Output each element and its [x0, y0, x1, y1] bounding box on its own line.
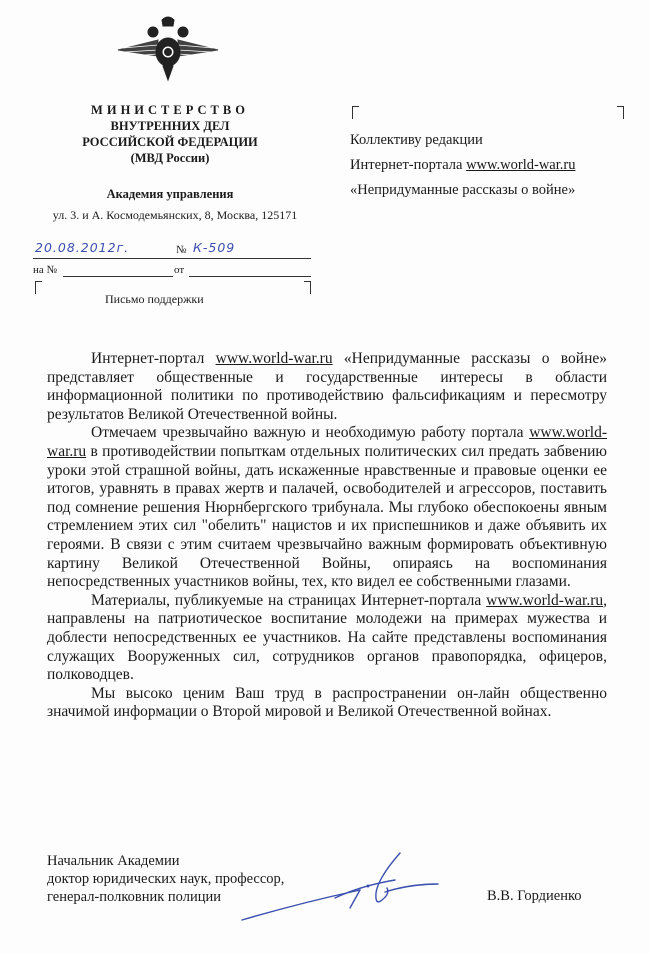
recipient-line-3: «Непридуманные рассказы о войне»	[350, 182, 576, 198]
paragraph-4: Мы высоко ценим Ваш труд в распространении он-лайн общественно значимой информации о Второй мировой и Великой Отечественной войнах.	[47, 684, 607, 721]
signatory-title-1: Начальник Академии	[47, 853, 180, 869]
paragraph-1	[47, 350, 607, 424]
academy-name: Академия управления	[106, 187, 234, 201]
recipient-line-1: Коллективу редакции	[350, 132, 483, 148]
p1-prefix: Интернет-портал	[91, 350, 216, 367]
recipient-block	[350, 128, 575, 203]
bracket-top-left	[35, 281, 42, 294]
p1-text: «Непридуманные рассказы о войне» представляет общественные и государственные интересы в области информационной политики по противодействию фальсификациям и пересмотру результатов Великой Отечественной войны.	[47, 350, 607, 423]
handwritten-signature-icon	[230, 848, 445, 923]
ministry-abbreviation: (МВД России)	[130, 151, 210, 165]
ministry-line-1: МИНИСТЕРСТВО	[91, 103, 249, 117]
portal-link-2[interactable]: www.world-war.ru	[47, 424, 607, 460]
mvd-eagle-emblem-icon	[113, 12, 223, 84]
p3-prefix: Материалы, публикуемые на страницах Интернет-портала	[91, 591, 487, 609]
p3-text: , направлены на патриотическое воспитание молодежи на примерах мужества и доблести непосредственных ее участников. На сайте представлены воспоминания служащих Вооруженных сил, сотрудников органов правопорядка, офицеров, полководцев.	[47, 591, 607, 684]
reply-reference-line	[33, 264, 311, 278]
reply-number-blank	[63, 276, 173, 277]
signatory-title-3: генерал-полковник полиции	[47, 889, 222, 905]
ministry-line-3: РОССИЙСКОЙ ФЕДЕРАЦИИ	[82, 135, 258, 149]
p2-prefix: Отмечаем чрезвычайно важную и необходимую работу портала	[91, 424, 530, 442]
letterhead-ministry	[40, 102, 300, 166]
registration-date-line	[33, 240, 311, 259]
academy-address: ул. 3. и А. Космодемьянских, 8, Москва, 125171	[52, 208, 298, 222]
handwritten-date: 20.08.2012г.	[35, 240, 130, 255]
recipient-line-2-text: Интернет-портала	[350, 157, 467, 173]
recipient-bracket-top-left	[352, 106, 359, 119]
ministry-line-2: ВНУТРЕННИХ ДЕЛ	[110, 119, 230, 133]
recipient-portal-link[interactable]: www.world-war.ru	[466, 157, 576, 173]
reply-from-label: от	[174, 264, 185, 276]
bracket-top-right	[304, 281, 311, 294]
portal-link-3[interactable]: www.world-war.ru	[486, 591, 604, 609]
reply-date-blank	[189, 276, 311, 277]
portal-link-1[interactable]: www.world-war.ru	[215, 350, 333, 367]
reply-to-label: на №	[33, 264, 58, 276]
letter-body	[47, 350, 607, 722]
paragraph-3	[47, 592, 607, 685]
recipient-line-2	[350, 153, 575, 178]
handwritten-number: К-509	[193, 240, 236, 255]
number-label: №	[176, 244, 187, 256]
signatory-name: В.В. Гордиенко	[487, 888, 582, 904]
signatory-title-2: доктор юридических наук, профессор,	[47, 871, 285, 887]
paragraph-2	[47, 424, 607, 591]
recipient-bracket-top-right	[617, 106, 624, 119]
letter-subject: Письмо поддержки	[105, 292, 204, 306]
p2-text: в противодействии попыткам отдельных политических сил предать забвению уроки этой страшной войны, дать искаженные нравственные и правовые оценки ее итогов, уравнять в правах жертв и палачей, освободителей и агрессоров, поставить под сомнение решения Нюрнбергского трибунала. Мы глубоко обеспокоены явным стремлением этих сил "обелить" нацистов и их приспешников и даже объявить их героями. В связи с этим считаем чрезвычайно важным формировать объективную картину Великой Отечественной Войны, опираясь на воспоминания непосредственных участников войны, тех, кто видел ее собственными глазами.	[47, 442, 607, 591]
